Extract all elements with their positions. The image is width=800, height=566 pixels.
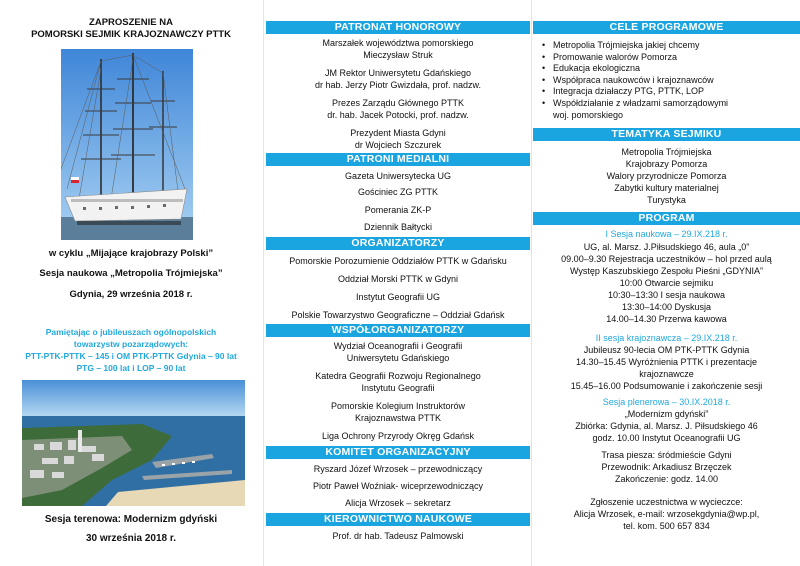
topic-item: Turystyka [647,195,686,205]
session-2-line: krajoznawcze [639,369,694,379]
media-item: Pomerania ZK-P [364,205,432,215]
media-item: Gościniec ZG PTTK [357,187,438,197]
patron-1-line-1: Marszałek województwa pomorskiego [322,38,474,48]
coorganizer-1-line-2: Uniwersytetu Gdańskiego [346,353,450,363]
session-2-heading: II sesja krajoznawcza – 29.IX.218 r. [595,333,738,343]
topic-item: Krajobrazy Pomorza [625,159,708,169]
session-3-line: godz. 10.00 Instytut Oceanografii UG [592,433,741,443]
scientific-lead-heading: KIEROWNICTWO NAUKOWE [266,513,530,526]
session-1-line: 14.00–14.30 Przerwa kawowa [606,314,727,324]
registration-email-line: Alicja Wrzosek, e-mail: wrzosekgdynia@wp.pl, [573,509,760,519]
anniversary-line-4: PTG – 100 lat i LOP – 90 lat [76,363,186,373]
goals-heading: CELE PROGRAMOWE [533,21,800,34]
sailing-ship-photo [61,49,193,240]
session-1-heading: I Sesja naukowa – 29.IX.218 r. [605,229,728,239]
walk-line: Trasa piesza: śródmieście Gdyni [601,450,732,460]
coorganizers-heading: WSPÓŁORGANIZATORZY [266,324,530,337]
cycle-line: w cyklu „Mijające krajobrazy Polski” [48,248,214,259]
registration-line: Zgłoszenie uczestnictwa w wycieczce: [590,497,743,507]
field-session-line: Sesja terenowa: Modernizm gdyński [44,514,218,525]
session-2-line: 14.30–15.45 Wyróżnienia PTTK i prezentacje [575,357,758,367]
media-heading: PATRONI MEDIALNI [266,153,530,166]
patron-2-line-1: JM Rektor Uniwersytetu Gdańskiego [324,68,472,78]
committee-member: Ryszard Józef Wrzosek – przewodniczący [313,464,483,474]
patronat-heading: PATRONAT HONOROWY [266,21,530,34]
session-2-line: 15.45–16.00 Podsumowanie i zakończenie sesji [570,381,763,391]
coorganizer-2-line-2: Instytutu Geografii [361,383,435,393]
column-program [533,0,800,566]
topics-heading: TEMATYKA SEJMIKU [533,128,800,141]
organizer-item: Oddział Morski PTTK w Gdyni [337,274,459,284]
media-item: Dziennik Bałtycki [363,222,433,232]
list-item: • Metropolia Trójmiejska jakiej chcemy [541,40,796,52]
registration-phone-line: tel. kom. 500 657 834 [623,521,710,531]
anniversary-line-1: Pamiętając o jubileuszach ogólnopolskich [45,327,217,337]
organizers-heading: ORGANIZATORZY [266,237,530,250]
patron-4-line-1: Prezydent Miasta Gdyni [350,128,446,138]
topic-item: Zabytki kultury materialnej [614,183,719,193]
organizer-item: Instytut Geografii UG [355,292,441,302]
session-1-line: 09.00–9.30 Rejestracja uczestników – hol przed aulą [561,254,772,264]
scientific-lead-name: Prof. dr hab. Tadeusz Palmowski [332,531,464,541]
coorganizer-1-line-1: Wydział Oceanografii i Geografii [333,341,463,351]
coorganizer-3-line-1: Pomorskie Kolegium Instruktorów [330,401,466,411]
invitation-title: ZAPROSZENIE NA [89,17,173,28]
session-1-line: 13:30–14:00 Dyskusja [621,302,712,312]
invitation-subtitle: POMORSKI SEJMIK KRAJOZNAWCZY PTTK [31,29,231,40]
program-heading: PROGRAM [533,212,800,225]
session-3-line: „Modernizm gdyński” [624,409,709,419]
session-1-line: UG, al. Marsz. J.Piłsudskiego 46, aula „0” [583,242,750,252]
column-patrons [266,0,530,566]
walk-line: Zakończenie: godz. 14.00 [614,474,719,484]
gdynia-aerial-photo [22,380,245,506]
session-3-heading: Sesja plenerowa – 30.IX.2018 r. [602,397,731,407]
list-item: • Integracja działaczy PTG, PTTK, LOP [541,86,796,98]
committee-member: Alicja Wrzosek – sekretarz [345,498,451,508]
session-1-line: Występ Kaszubskiego Zespołu Pieśni „GDYNIA” [570,266,763,276]
patron-4-line-2: dr Wojciech Szczurek [354,140,442,150]
topic-item: Walory przyrodnicze Pomorza [606,171,727,181]
organizer-item: Polskie Towarzystwo Geograficzne – Oddział Gdańsk [291,310,505,320]
anniversary-line-3: PTT-PTK-PTTK – 145 i OM PTK-PTTK Gdynia – 90 lat [25,351,237,361]
list-item: • Promowanie walorów Pomorza [541,52,796,64]
list-item: • Współdziałanie z władzami samorządowymi [541,98,796,110]
goals-continuation: woj. pomorskiego [553,110,624,120]
committee-member: Piotr Paweł Woźniak- wiceprzewodniczący [313,481,483,491]
patron-3-line-2: dr. hab. Jacek Potocki, prof. nadzw. [327,110,469,120]
walk-line: Przewodnik: Arkadiusz Brzęczek [601,462,732,472]
column-cover [0,0,262,566]
list-item: • Edukacja ekologiczna [541,63,796,75]
session-1-line: 10:00 Otwarcie sejmiku [619,278,714,288]
anniversary-line-2: towarzystw pozarządowych: [73,339,189,349]
session-1-line: 10:30–13:30 I sesja naukowa [607,290,726,300]
session-2-line: Jubileusz 90-lecia OM PTK-PTTK Gdynia [583,345,750,355]
organizer-item: Pomorskie Porozumienie Oddziałów PTTK w Gdańsku [289,256,507,266]
coorganizer-3-line-2: Krajoznawstwa PTTK [354,413,442,423]
patron-3-line-1: Prezes Zarządu Głównego PTTK [331,98,465,108]
session-3-line: Zbiórka: Gdynia, al. Marsz. J. Piłsudskiego 46 [575,421,758,431]
coorganizer-4-line-1: Liga Ochrony Przyrody Okręg Gdańsk [321,431,475,441]
patron-2-line-2: dr hab. Jerzy Piotr Gwizdała, prof. nadzw. [314,80,482,90]
goals-list [541,40,796,109]
topic-item: Metropolia Trójmiejska [621,147,712,157]
list-item: • Współpraca naukowców i krajoznawców [541,75,796,87]
session-line: Sesja naukowa „Metropolia Trójmiejska” [39,268,223,279]
patron-1-line-2: Mieczysław Struk [363,50,433,60]
coorganizer-2-line-1: Katedra Geografii Rozwoju Regionalnego [315,371,481,381]
media-item: Gazeta Uniwersytecka UG [344,171,452,181]
committee-heading: KOMITET ORGANIZACYJNY [266,446,530,459]
field-date-line: 30 września 2018 r. [85,533,177,544]
date-place-line: Gdynia, 29 września 2018 r. [69,289,193,300]
